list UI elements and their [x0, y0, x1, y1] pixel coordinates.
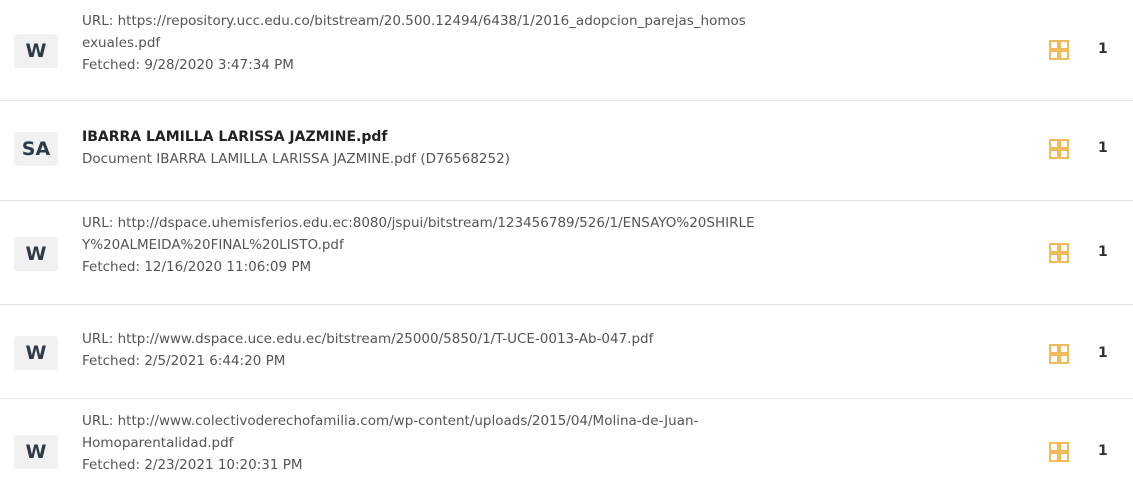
source-row[interactable] — [0, 200, 1133, 305]
source-url-line[interactable]: URL: https://repository.ucc.edu.co/bitstream/20.500.12494/6438/1/2016_adopcion_parejas_homos — [82, 13, 746, 29]
grid-icon[interactable] — [1049, 139, 1069, 159]
source-details — [82, 126, 1032, 170]
match-count: 1 — [1098, 443, 1108, 459]
source-url-line[interactable]: Y%20ALMEIDA%20FINAL%20LISTO.pdf — [82, 237, 344, 253]
source-row[interactable] — [0, 398, 1133, 499]
source-url-line[interactable]: URL: http://www.colectivoderechofamilia.com/wp-content/uploads/2015/04/Molina-de-Juan- — [82, 413, 699, 429]
source-details — [82, 328, 1032, 372]
source-url-line[interactable]: URL: http://dspace.uhemisferios.edu.ec:8080/jspui/bitstream/123456789/526/1/ENSAYO%20SHIRLE — [82, 215, 755, 231]
source-url-line[interactable]: exuales.pdf — [82, 35, 161, 51]
match-count: 1 — [1098, 41, 1108, 57]
grid-icon[interactable] — [1049, 344, 1069, 364]
source-type-badge: W — [14, 34, 58, 68]
match-count: 1 — [1098, 140, 1108, 156]
grid-icon[interactable] — [1049, 442, 1069, 462]
document-title[interactable]: IBARRA LAMILLA LARISSA JAZMINE.pdf — [82, 129, 388, 145]
fetched-timestamp: Fetched: 2/23/2021 10:20:31 PM — [82, 457, 303, 473]
match-count: 1 — [1098, 244, 1108, 260]
fetched-timestamp: Fetched: 12/16/2020 11:06:09 PM — [82, 259, 312, 275]
source-details — [82, 10, 1032, 76]
source-row[interactable] — [0, 100, 1133, 201]
source-row[interactable] — [0, 304, 1133, 399]
source-row[interactable] — [0, 0, 1133, 101]
source-type-badge: W — [14, 435, 58, 469]
match-count: 1 — [1098, 345, 1108, 361]
grid-icon[interactable] — [1049, 243, 1069, 263]
source-type-badge: SA — [14, 132, 58, 166]
source-type-badge: W — [14, 336, 58, 370]
fetched-timestamp: Fetched: 2/5/2021 6:44:20 PM — [82, 353, 286, 369]
source-url-line[interactable]: Homoparentalidad.pdf — [82, 435, 234, 451]
grid-icon[interactable] — [1049, 40, 1069, 60]
fetched-timestamp: Fetched: 9/28/2020 3:47:34 PM — [82, 57, 294, 73]
source-url-line[interactable]: URL: http://www.dspace.uce.edu.ec/bitstream/25000/5850/1/T-UCE-0013-Ab-047.pdf — [82, 331, 654, 347]
source-details — [82, 212, 1032, 278]
source-type-badge: W — [14, 237, 58, 271]
source-details — [82, 410, 1032, 476]
document-description: Document IBARRA LAMILLA LARISSA JAZMINE.pdf (D76568252) — [82, 151, 510, 167]
